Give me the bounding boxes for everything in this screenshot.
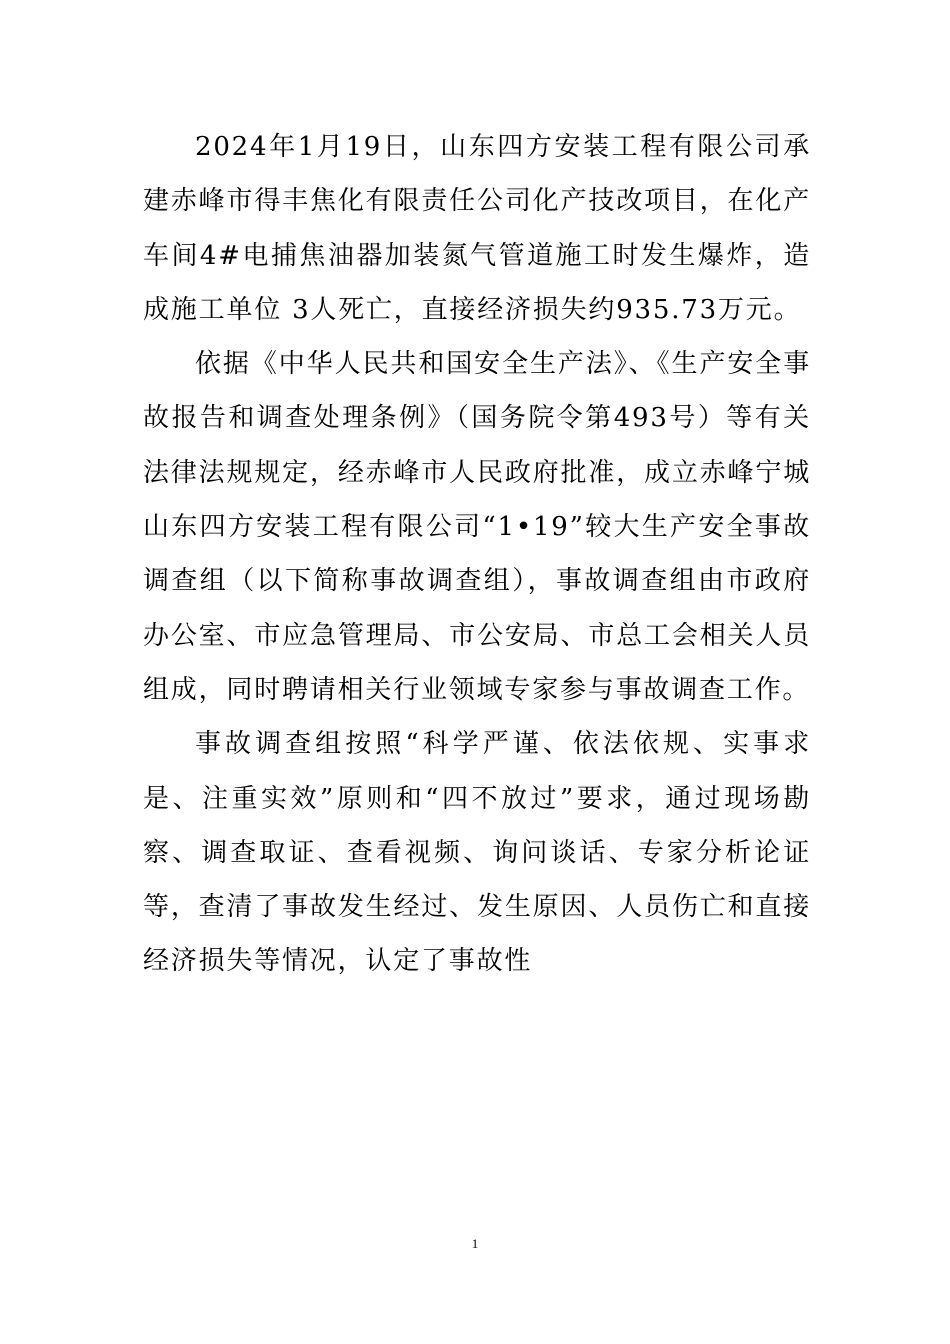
page-number: 1 (471, 1236, 479, 1251)
body-text (143, 120, 811, 989)
paragraph-investigation-basis: 依据《中华人民共和国安全生产法》、《生产安全事故报告和调查处理条例》（国务院令第493号）等有关法律法规规定，经赤峰市人民政府批准，成立赤峰宁城山东四方安装工程有限公司“1•19”较大生产安全事故调查组（以下简称事故调查组），事故调查组由市政府办公室、市应急管理局、市公安局、市总工会相关人员组成，同时聘请相关行业领域专家参与事故调查工作。 (143, 349, 811, 705)
paragraph-incident-summary: 2024年1月19日，山东四方安装工程有限公司承建赤峰市得丰焦化有限责任公司化产技改项目，在化产车间4#电捕焦油器加装氮气管道施工时发生爆炸，造成施工单位 3人死亡，直接经济损失约935.73万元。 (143, 132, 811, 325)
paragraph-investigation-principles: 事故调查组按照“科学严谨、依法依规、实事求是、注重实效”原则和“四不放过”要求，通过现场勘察、调查取证、查看视频、询问谈话、专家分析论证等，查清了事故发生经过、发生原因、人员伤亡和直接经济损失等情况，认定了事故性 (143, 729, 811, 977)
